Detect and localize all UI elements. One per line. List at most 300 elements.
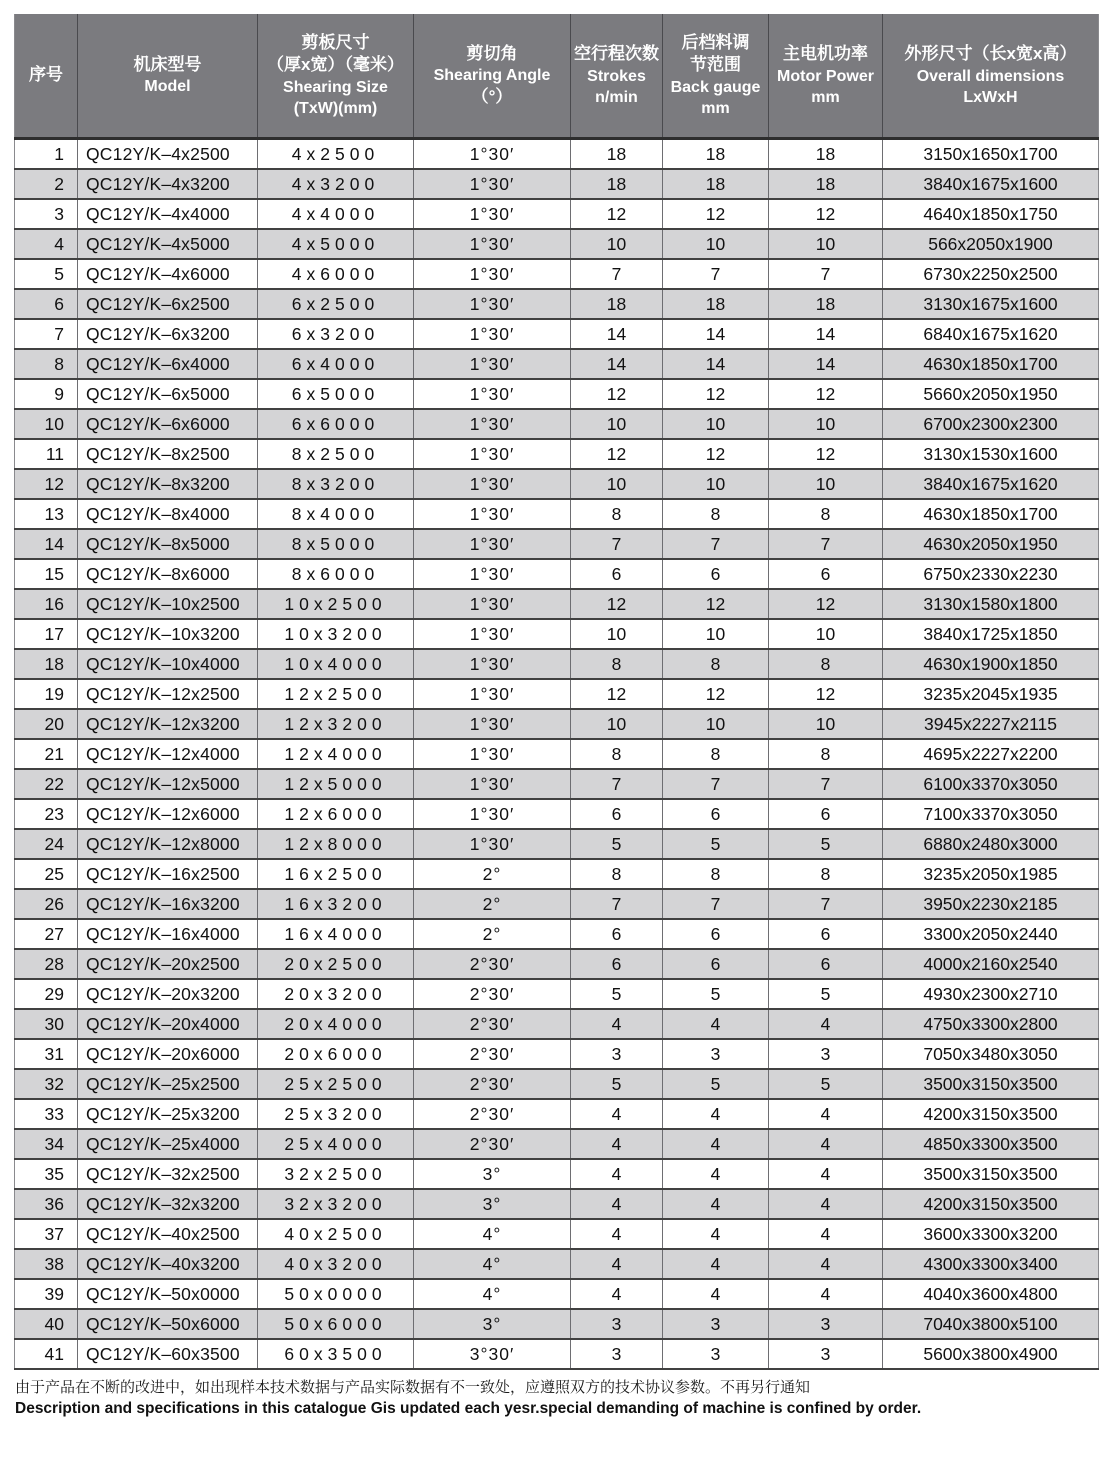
dims-cell: 6750x2330x2230: [883, 559, 1099, 589]
size-cell: 4x5000: [258, 229, 414, 259]
column-header-strokes: [571, 14, 663, 139]
dims-cell: 4630x1900x1850: [883, 649, 1099, 679]
size-cell: 20x2500: [258, 949, 414, 979]
dims-cell: 3300x2050x2440: [883, 919, 1099, 949]
model-cell: QC12Y/K–4x4000: [78, 199, 258, 229]
strokes-cell: 4: [571, 1129, 663, 1159]
model-cell: QC12Y/K–12x8000: [78, 829, 258, 859]
dims-cell: 3840x1675x1600: [883, 169, 1099, 199]
index-cell: 4: [15, 229, 78, 259]
model-cell: QC12Y/K–6x4000: [78, 349, 258, 379]
column-header-line: Model: [144, 78, 191, 96]
table-row: [15, 469, 1099, 499]
table-row: [15, 349, 1099, 379]
backgauge-cell: 8: [663, 649, 769, 679]
table-row: [15, 1219, 1099, 1249]
model-cell: QC12Y/K–16x3200: [78, 889, 258, 919]
dims-cell: 7100x3370x3050: [883, 799, 1099, 829]
backgauge-cell: 5: [663, 829, 769, 859]
dims-cell: 4750x3300x2800: [883, 1009, 1099, 1039]
angle-cell: 2°: [414, 919, 571, 949]
dims-cell: 3130x1530x1600: [883, 439, 1099, 469]
backgauge-cell: 8: [663, 499, 769, 529]
angle-cell: 4°: [414, 1219, 571, 1249]
strokes-cell: 10: [571, 409, 663, 439]
backgauge-cell: 4: [663, 1219, 769, 1249]
strokes-cell: 3: [571, 1039, 663, 1069]
size-cell: 16x3200: [258, 889, 414, 919]
dims-cell: 7040x3800x5100: [883, 1309, 1099, 1339]
angle-cell: 1°30′: [414, 559, 571, 589]
column-header-line: 序号: [29, 65, 63, 85]
size-cell: 4x6000: [258, 259, 414, 289]
index-cell: 3: [15, 199, 78, 229]
strokes-cell: 4: [571, 1249, 663, 1279]
backgauge-cell: 6: [663, 799, 769, 829]
table-row: [15, 859, 1099, 889]
backgauge-cell: 6: [663, 949, 769, 979]
angle-cell: 1°30′: [414, 439, 571, 469]
table-row: [15, 379, 1099, 409]
model-cell: QC12Y/K–8x6000: [78, 559, 258, 589]
index-cell: 39: [15, 1279, 78, 1309]
dims-cell: 4000x2160x2540: [883, 949, 1099, 979]
backgauge-cell: 10: [663, 469, 769, 499]
footnote-english: Description and specifications in this catalogue Gis updated each yesr.special demanding of machine is confined by order.: [15, 1400, 922, 1417]
table-row: [15, 1189, 1099, 1219]
power-cell: 10: [769, 619, 883, 649]
power-cell: 10: [769, 409, 883, 439]
strokes-cell: 4: [571, 1279, 663, 1309]
strokes-cell: 7: [571, 889, 663, 919]
table-row: [15, 949, 1099, 979]
strokes-cell: 10: [571, 709, 663, 739]
model-cell: QC12Y/K–32x2500: [78, 1159, 258, 1189]
power-cell: 12: [769, 589, 883, 619]
size-cell: 20x6000: [258, 1039, 414, 1069]
model-cell: QC12Y/K–12x3200: [78, 709, 258, 739]
strokes-cell: 10: [571, 619, 663, 649]
dims-cell: 4630x2050x1950: [883, 529, 1099, 559]
index-cell: 21: [15, 739, 78, 769]
index-cell: 6: [15, 289, 78, 319]
table-row: [15, 919, 1099, 949]
index-cell: 19: [15, 679, 78, 709]
model-cell: QC12Y/K–6x6000: [78, 409, 258, 439]
backgauge-cell: 4: [663, 1279, 769, 1309]
model-cell: QC12Y/K–20x3200: [78, 979, 258, 1009]
power-cell: 4: [769, 1159, 883, 1189]
column-header-line: 剪板尺寸: [301, 32, 370, 52]
angle-cell: 3°: [414, 1309, 571, 1339]
angle-cell: 1°30′: [414, 139, 571, 170]
model-cell: QC12Y/K–16x4000: [78, 919, 258, 949]
size-cell: 8x3200: [258, 469, 414, 499]
backgauge-cell: 12: [663, 679, 769, 709]
angle-cell: 2°30′: [414, 1009, 571, 1039]
dims-cell: 3600x3300x3200: [883, 1219, 1099, 1249]
backgauge-cell: 10: [663, 709, 769, 739]
size-cell: 12x2500: [258, 679, 414, 709]
model-cell: QC12Y/K–50x6000: [78, 1309, 258, 1339]
strokes-cell: 8: [571, 649, 663, 679]
dims-cell: 4695x2227x2200: [883, 739, 1099, 769]
model-cell: QC12Y/K–8x3200: [78, 469, 258, 499]
dims-cell: 3500x3150x3500: [883, 1069, 1099, 1099]
power-cell: 6: [769, 919, 883, 949]
strokes-cell: 12: [571, 589, 663, 619]
backgauge-cell: 14: [663, 349, 769, 379]
power-cell: 6: [769, 559, 883, 589]
table-row: [15, 799, 1099, 829]
size-cell: 10x4000: [258, 649, 414, 679]
index-cell: 35: [15, 1159, 78, 1189]
index-cell: 41: [15, 1339, 78, 1369]
strokes-cell: 12: [571, 439, 663, 469]
index-cell: 23: [15, 799, 78, 829]
table-row: [15, 499, 1099, 529]
angle-cell: 1°30′: [414, 409, 571, 439]
column-header-line: LxWxH: [963, 88, 1018, 106]
size-cell: 25x3200: [258, 1099, 414, 1129]
index-cell: 16: [15, 589, 78, 619]
strokes-cell: 6: [571, 919, 663, 949]
angle-cell: 1°30′: [414, 469, 571, 499]
strokes-cell: 12: [571, 679, 663, 709]
angle-cell: 4°: [414, 1249, 571, 1279]
backgauge-cell: 6: [663, 919, 769, 949]
power-cell: 14: [769, 319, 883, 349]
strokes-cell: 4: [571, 1219, 663, 1249]
model-cell: QC12Y/K–16x2500: [78, 859, 258, 889]
angle-cell: 2°30′: [414, 949, 571, 979]
power-cell: 3: [769, 1339, 883, 1369]
model-cell: QC12Y/K–50x0000: [78, 1279, 258, 1309]
spec-table: [14, 14, 1099, 1370]
column-header-line: Shearing Angle: [433, 66, 551, 84]
angle-cell: 1°30′: [414, 349, 571, 379]
column-header-line: mm: [811, 88, 840, 106]
index-cell: 32: [15, 1069, 78, 1099]
dims-cell: 4200x3150x3500: [883, 1189, 1099, 1219]
power-cell: 8: [769, 739, 883, 769]
strokes-cell: 3: [571, 1339, 663, 1369]
power-cell: 4: [769, 1219, 883, 1249]
power-cell: 6: [769, 799, 883, 829]
column-header-model: [78, 14, 258, 139]
size-cell: 4x2500: [258, 139, 414, 170]
backgauge-cell: 10: [663, 619, 769, 649]
column-header-dims: [883, 14, 1099, 139]
power-cell: 12: [769, 379, 883, 409]
model-cell: QC12Y/K–25x2500: [78, 1069, 258, 1099]
strokes-cell: 14: [571, 349, 663, 379]
index-cell: 33: [15, 1099, 78, 1129]
column-header-line: Strokes: [587, 67, 646, 85]
dims-cell: 3840x1675x1620: [883, 469, 1099, 499]
model-cell: QC12Y/K–20x2500: [78, 949, 258, 979]
size-cell: 6x2500: [258, 289, 414, 319]
backgauge-cell: 3: [663, 1339, 769, 1369]
power-cell: 4: [769, 1279, 883, 1309]
strokes-cell: 8: [571, 859, 663, 889]
strokes-cell: 8: [571, 739, 663, 769]
angle-cell: 1°30′: [414, 169, 571, 199]
power-cell: 4: [769, 1099, 883, 1129]
backgauge-cell: 12: [663, 439, 769, 469]
dims-cell: 6730x2250x2500: [883, 259, 1099, 289]
column-header-line: 外形尺寸（长x宽x高）: [904, 44, 1077, 64]
model-cell: QC12Y/K–8x4000: [78, 499, 258, 529]
dims-cell: 6700x2300x2300: [883, 409, 1099, 439]
size-cell: 12x5000: [258, 769, 414, 799]
power-cell: 12: [769, 679, 883, 709]
power-cell: 8: [769, 859, 883, 889]
power-cell: 5: [769, 1069, 883, 1099]
index-cell: 31: [15, 1039, 78, 1069]
table-row: [15, 679, 1099, 709]
dims-cell: 4640x1850x1750: [883, 199, 1099, 229]
column-header-line: （°）: [471, 87, 513, 107]
strokes-cell: 7: [571, 529, 663, 559]
angle-cell: 2°30′: [414, 1099, 571, 1129]
size-cell: 8x6000: [258, 559, 414, 589]
dims-cell: 3130x1580x1800: [883, 589, 1099, 619]
table-row: [15, 229, 1099, 259]
size-cell: 12x4000: [258, 739, 414, 769]
model-cell: QC12Y/K–20x4000: [78, 1009, 258, 1039]
dims-cell: 4630x1850x1700: [883, 349, 1099, 379]
power-cell: 8: [769, 499, 883, 529]
table-row: [15, 979, 1099, 1009]
size-cell: 12x3200: [258, 709, 414, 739]
table-row: [15, 1069, 1099, 1099]
table-row: [15, 1009, 1099, 1039]
angle-cell: 1°30′: [414, 319, 571, 349]
model-cell: QC12Y/K–8x2500: [78, 439, 258, 469]
backgauge-cell: 4: [663, 1009, 769, 1039]
angle-cell: 3°30′: [414, 1339, 571, 1369]
table-header-row: [15, 14, 1099, 139]
power-cell: 7: [769, 259, 883, 289]
column-header-line: 节范围: [690, 55, 741, 75]
footnote-chinese: 由于产品在不断的改进中，如出现样本技术数据与产品实际数据有不一致处，应遵照双方的技术协议参数。不再另行通知: [15, 1379, 811, 1396]
index-cell: 14: [15, 529, 78, 559]
backgauge-cell: 5: [663, 1069, 769, 1099]
table-row: [15, 319, 1099, 349]
size-cell: 4x3200: [258, 169, 414, 199]
backgauge-cell: 4: [663, 1159, 769, 1189]
table-row: [15, 439, 1099, 469]
angle-cell: 1°30′: [414, 619, 571, 649]
strokes-cell: 6: [571, 559, 663, 589]
power-cell: 8: [769, 649, 883, 679]
power-cell: 6: [769, 949, 883, 979]
angle-cell: 2°30′: [414, 1129, 571, 1159]
backgauge-cell: 7: [663, 889, 769, 919]
model-cell: QC12Y/K–12x2500: [78, 679, 258, 709]
power-cell: 7: [769, 889, 883, 919]
size-cell: 60x3500: [258, 1339, 414, 1369]
backgauge-cell: 7: [663, 259, 769, 289]
index-cell: 13: [15, 499, 78, 529]
column-header-line: Overall dimensions: [916, 67, 1065, 85]
table-row: [15, 829, 1099, 859]
column-header-index: [15, 14, 78, 139]
dims-cell: 3840x1725x1850: [883, 619, 1099, 649]
column-header-line: 后档料调: [681, 32, 750, 52]
index-cell: 20: [15, 709, 78, 739]
column-header-line: 机床型号: [133, 54, 202, 74]
backgauge-cell: 7: [663, 769, 769, 799]
column-header-line: n/min: [595, 88, 638, 106]
angle-cell: 1°30′: [414, 259, 571, 289]
column-header-line: 空行程次数: [574, 44, 659, 64]
angle-cell: 1°30′: [414, 769, 571, 799]
model-cell: QC12Y/K–32x3200: [78, 1189, 258, 1219]
table-row: [15, 1249, 1099, 1279]
column-header-angle: [414, 14, 571, 139]
index-cell: 30: [15, 1009, 78, 1039]
table-row: [15, 1039, 1099, 1069]
backgauge-cell: 3: [663, 1309, 769, 1339]
size-cell: 8x5000: [258, 529, 414, 559]
table-row: [15, 1309, 1099, 1339]
strokes-cell: 4: [571, 1099, 663, 1129]
model-cell: QC12Y/K–20x6000: [78, 1039, 258, 1069]
column-header-line: Back gauge: [670, 78, 761, 96]
index-cell: 37: [15, 1219, 78, 1249]
strokes-cell: 10: [571, 469, 663, 499]
power-cell: 18: [769, 289, 883, 319]
dims-cell: 3950x2230x2185: [883, 889, 1099, 919]
angle-cell: 2°30′: [414, 1069, 571, 1099]
angle-cell: 4°: [414, 1279, 571, 1309]
angle-cell: 1°30′: [414, 709, 571, 739]
index-cell: 38: [15, 1249, 78, 1279]
dims-cell: 4200x3150x3500: [883, 1099, 1099, 1129]
strokes-cell: 5: [571, 829, 663, 859]
column-header-power: [769, 14, 883, 139]
angle-cell: 1°30′: [414, 379, 571, 409]
size-cell: 6x3200: [258, 319, 414, 349]
column-header-line: 主电机功率: [783, 44, 868, 64]
index-cell: 15: [15, 559, 78, 589]
dims-cell: 566x2050x1900: [883, 229, 1099, 259]
backgauge-cell: 7: [663, 529, 769, 559]
size-cell: 16x4000: [258, 919, 414, 949]
strokes-cell: 12: [571, 379, 663, 409]
power-cell: 4: [769, 1009, 883, 1039]
model-cell: QC12Y/K–25x3200: [78, 1099, 258, 1129]
column-header-line: Motor Power: [777, 67, 874, 85]
backgauge-cell: 5: [663, 979, 769, 1009]
size-cell: 4x4000: [258, 199, 414, 229]
index-cell: 2: [15, 169, 78, 199]
angle-cell: 1°30′: [414, 829, 571, 859]
dims-cell: 4930x2300x2710: [883, 979, 1099, 1009]
backgauge-cell: 8: [663, 859, 769, 889]
power-cell: 10: [769, 709, 883, 739]
model-cell: QC12Y/K–60x3500: [78, 1339, 258, 1369]
index-cell: 8: [15, 349, 78, 379]
footnote: [14, 1377, 1098, 1419]
model-cell: QC12Y/K–8x5000: [78, 529, 258, 559]
power-cell: 4: [769, 1189, 883, 1219]
index-cell: 28: [15, 949, 78, 979]
index-cell: 29: [15, 979, 78, 1009]
power-cell: 12: [769, 439, 883, 469]
dims-cell: 3130x1675x1600: [883, 289, 1099, 319]
backgauge-cell: 12: [663, 379, 769, 409]
model-cell: QC12Y/K–4x2500: [78, 139, 258, 170]
table-row: [15, 1159, 1099, 1189]
strokes-cell: 7: [571, 259, 663, 289]
model-cell: QC12Y/K–4x3200: [78, 169, 258, 199]
strokes-cell: 4: [571, 1009, 663, 1039]
power-cell: 18: [769, 169, 883, 199]
power-cell: 4: [769, 1249, 883, 1279]
angle-cell: 2°30′: [414, 979, 571, 1009]
backgauge-cell: 6: [663, 559, 769, 589]
size-cell: 20x3200: [258, 979, 414, 1009]
dims-cell: 3150x1650x1700: [883, 139, 1099, 170]
strokes-cell: 5: [571, 979, 663, 1009]
angle-cell: 1°30′: [414, 739, 571, 769]
index-cell: 22: [15, 769, 78, 799]
strokes-cell: 18: [571, 139, 663, 170]
angle-cell: 1°30′: [414, 649, 571, 679]
table-row: [15, 619, 1099, 649]
model-cell: QC12Y/K–40x2500: [78, 1219, 258, 1249]
size-cell: 6x5000: [258, 379, 414, 409]
strokes-cell: 18: [571, 169, 663, 199]
dims-cell: 4300x3300x3400: [883, 1249, 1099, 1279]
backgauge-cell: 14: [663, 319, 769, 349]
table-row: [15, 529, 1099, 559]
backgauge-cell: 12: [663, 199, 769, 229]
power-cell: 5: [769, 829, 883, 859]
angle-cell: 2°30′: [414, 1039, 571, 1069]
power-cell: 12: [769, 199, 883, 229]
model-cell: QC12Y/K–10x4000: [78, 649, 258, 679]
size-cell: 12x6000: [258, 799, 414, 829]
backgauge-cell: 4: [663, 1189, 769, 1219]
size-cell: 8x4000: [258, 499, 414, 529]
size-cell: 50x0000: [258, 1279, 414, 1309]
backgauge-cell: 10: [663, 409, 769, 439]
column-header-line: 剪切角: [466, 43, 518, 63]
table-row: [15, 589, 1099, 619]
model-cell: QC12Y/K–12x4000: [78, 739, 258, 769]
size-cell: 10x3200: [258, 619, 414, 649]
strokes-cell: 3: [571, 1309, 663, 1339]
angle-cell: 2°: [414, 859, 571, 889]
backgauge-cell: 18: [663, 289, 769, 319]
index-cell: 1: [15, 139, 78, 170]
index-cell: 17: [15, 619, 78, 649]
size-cell: 12x8000: [258, 829, 414, 859]
dims-cell: 6840x1675x1620: [883, 319, 1099, 349]
strokes-cell: 5: [571, 1069, 663, 1099]
backgauge-cell: 4: [663, 1099, 769, 1129]
strokes-cell: 6: [571, 799, 663, 829]
table-row: [15, 169, 1099, 199]
strokes-cell: 14: [571, 319, 663, 349]
index-cell: 7: [15, 319, 78, 349]
index-cell: 5: [15, 259, 78, 289]
column-header-line: mm: [701, 99, 730, 117]
